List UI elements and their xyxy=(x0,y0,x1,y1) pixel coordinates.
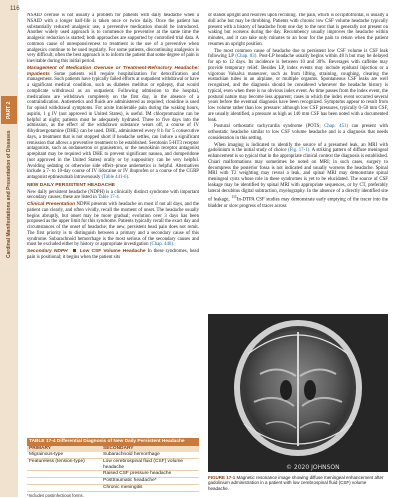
figure-caption-label: FIGURE 17-1 xyxy=(208,475,236,480)
table-row xyxy=(27,459,199,472)
section-title: Cardinal Manifestations and Presentation of Diseases xyxy=(6,130,12,258)
table-cell xyxy=(29,471,103,477)
paragraph xyxy=(27,249,199,261)
chapter-reference-link[interactable]: (Chap. 440). xyxy=(149,242,175,248)
section-heading: Clinical Presentation xyxy=(27,202,76,207)
right-column xyxy=(208,13,388,311)
table-reference-link[interactable]: (Table 441-6) xyxy=(101,175,129,180)
paragraph-text: NDPH presents with headache on most if not all days, and the patient can clearly, and often vividly, recall the moment of onset. The headache usually begins abruptly, but onset may be more gradual; evolution over 3 days has been proposed as the upper limit for this syndrome. Patients typically recall the exact day and circumstances of the onset of headache; the new, persistent head pain does not remit. The first priority is to distinguish between a primary and a secondary cause of this syndrome. Subarachnoid hemorrhage is the most serious of the secondary causes and must be excluded either by history or appropriate investigation xyxy=(27,202,199,248)
left-column xyxy=(27,13,199,435)
table-cell: Featureless (tension-type) xyxy=(29,458,85,464)
paragraph-text: New daily persistent headache (NDPH) is a clinically distinct syndrome with important secondary causes; these are listed in xyxy=(27,189,199,201)
paragraph xyxy=(208,124,388,141)
table-cell: Low cerebrospinal fluid (CSF) volume headache xyxy=(103,458,183,470)
table-cell: Chronic meningitis xyxy=(103,484,143,490)
paragraph-text: Post-LP headache usually begins within 48 h but may be delayed for up to 12 days. Its incidence is between 10 and 30%. Beverages with caffeine may provide temporary relief. Besides LP, index events may include epidural injection or a vigorous Valsalva maneuver, such as from lifting, straining, coughing, clearing the eustachian tubes in an airplane, or multiple orgasms. Spontaneous CSF leaks are well recognized, and the diagnosis should be considered whenever the headache history is typical, even when there is no obvious index event. As time passes from the index event, the postural nature may become less apparent; cases in which the index event occurred several years before the eventual diagnosis have been recognized. Symptoms appear to result from low volume rather than low pressure: although low CSF pressures, typically 0–50 mm CSF, are usually identified, a pressure as high as 140 mm CSF has been noted with a documented leak. xyxy=(208,54,388,123)
column-header-secondary: SECONDARY xyxy=(103,446,134,451)
table-cell xyxy=(29,485,103,491)
chapter-reference-link[interactable]: Chap. 451) xyxy=(324,124,349,130)
figure-reference-link[interactable]: (Fig. 17-1). xyxy=(287,148,311,154)
paragraph-text: A striking pattern of diffuse meningeal enhancement is so typical that in the appropriate clinical context the diagnosis is established. Chiari malformations may sometimes be noted on MRI; in such cases, surgery to decompress the posterior fossa is not indicated and usually worsens the headache. Spinal MRI with T2 weighting may reveal a leak, and spinal MRI may demonstrate spinal meningeal cysts whose role in these syndromes is yet to be elucidated. The source of CSF leakage may be identified by spinal MRI with appropriate sequences, or by CT, preferably lateral decubitus digital subtraction, myelography. In the absence of a directly identified site of leakage, xyxy=(208,148,388,203)
mri-brain-image xyxy=(208,314,388,472)
paragraph xyxy=(27,190,199,202)
page-number: 116 xyxy=(10,6,20,12)
section-heading: Secondary NDPH xyxy=(27,249,68,254)
column-header-primary: PRIMARY xyxy=(29,446,51,451)
paragraph-text: Some patients will require hospitalization for detoxification and management. Such patients have typically failed efforts at outpatient withdrawal or have a significant medical condition, such as diabetes mellitus or epilepsy, that would complicate withdrawal as an outpatient. Following admission to the hospital, medications are withdrawn completely on the first day, in the absence of a contraindication. Antiemetics and fluids are administered as required; clonidine is used for opioid withdrawal symptoms. For acute intolerable pain during the waking hours, aspirin, 1 g IV (not approved in United States), is useful. IM chlorpromazine can be helpful at night; patients must be adequately hydrated. Three to five days into the admission, as the effect of the withdrawn substance wears off, a course of IV dihydroergotamine (DHE) can be used. DHE, administered every 8 h for 5 consecutive days, a treatment that is not stopped short if headache settles, can induce a significant remission that allows a preventive treatment to be established. Serotonin 5-HT3 receptor antagonists, such as ondansetron or granisetron, or the neurokinin receptor antagonist aprepitant may be required with DHE to prevent significant nausea, and domperidone (not approved in the United States) orally or by suppository can be very helpful. Avoiding sedating or otherwise side effect–prone antiemetics is helpful. Alternatives include a 7- to 10-day course of IV lidocaine or IV ibuprofen or a course of the CGRP antagonist eptinezumab intravenously xyxy=(27,71,199,180)
paragraph-text: In these syndromes, head pain is positional; it begins when the patient sits xyxy=(27,249,199,260)
paragraph: When imaging is indicated to identify the source of a presumed leak, an MRI with gadolinium is the initial study of choice (Fig. 17-1). A striking pattern of diffuse meningeal enhancement is so typical that in the appropriate clinical context the diagnosis is established. Chiari malformations may sometimes be noted on MRI; in such cases, surgery to decompress the posterior fossa is not indicated and usually worsens the headache. Spinal MRI with T2 weighting may reveal a leak, and spinal MRI may demonstrate spinal meningeal cysts whose role in these syndromes is yet to be elucidated. The source of CSF leakage may be identified by spinal MRI with appropriate sequences, or by CT, preferably lateral decubitus digital subtraction, myelography. In the absence of a directly identified site of leakage, $^{111}$In-DTPA CSF studies may demonstrate early emptying of the tracer into the bladder or slow progress of tracer across xyxy=(208,142,388,209)
table-row xyxy=(27,485,199,492)
table-row xyxy=(27,452,199,459)
table-footnote: *Includes postinfectious forms. xyxy=(27,492,84,498)
table-cell: Raised CSF pressure headache xyxy=(103,471,172,477)
table-cell xyxy=(29,478,103,484)
table-row xyxy=(27,478,199,485)
section-heading: Management of Medication Overuse or Treatment-Refractory Headache: Inpatients xyxy=(27,65,199,77)
paragraph-text: The most common cause of headache due to persistent low CSF volume is CSF leak following LP xyxy=(208,48,388,60)
paragraph-text: Postural orthostatic tachycardia syndrome (POTS; xyxy=(214,124,321,130)
paragraph: NSAID overuse is not usually a problem for patients with daily headache when a NSAID with a longer half-life is taken once or twice daily. Once the patient has substantially reduced analgesic use, a preventive medication should be introduced. Another widely used approach is to commence the preventive at the same time the analgesic reduction is started; both approaches are supported by controlled trial data. A common cause of unresponsiveness to treatment is the use of a preventive when analgesics continue to be used regularly. For some patients, discontinuing analgesics is very difficult; often the best approach is to inform the patient that some degree of pain is inevitable during this initial period. xyxy=(27,13,199,64)
bullet-square-icon xyxy=(73,249,76,252)
figure-caption xyxy=(208,475,388,491)
figure-caption-text: Magnetic resonance image showing diffuse meningeal enhancement after gadolinium administration in a patient with low cerebrospinal fluid (CSF) volume headache. xyxy=(208,475,384,491)
paragraph-text: When imaging is indicated to identify the source of a presumed leak, an MRI with gadolinium is the initial study of choice xyxy=(208,142,388,154)
chapter-reference-link[interactable]: (Chap. 83). xyxy=(235,54,258,60)
paragraph-text: In-DTPA CSF studies may demonstrate early emptying of the tracer into the bladder or slow progress of tracer across xyxy=(208,197,388,209)
table-reference-link[interactable]: Table 17-4. xyxy=(97,195,120,201)
bullet-heading: Low CSF Volume Headache xyxy=(79,249,146,254)
table-cell: Subarachnoid hemorrhage xyxy=(103,452,160,457)
paragraph: Management of Medication Overuse or Treatment-Refractory Headache: Inpatients Some patients will require hospitalization for detoxification and management. Such patients have typically failed efforts at outpatient withdrawal or have a significant medical condition, such as diabetes mellitus or epilepsy, that would complicate withdrawal as an outpatient. Following admission to the hospital, medications are withdrawn completely on the first day, in the absence of a contraindication. Antiemetics and fluids are administered as required; clonidine is used for opioid withdrawal symptoms. For acute intolerable pain during the waking hours, aspirin, 1 g IV (not approved in United States), is useful. IM chlorpromazine can be helpful at night; patients must be adequately hydrated. Three to five days into the admission, as the effect of the withdrawn substance wears off, a course of IV dihydroergotamine (DHE) can be used. DHE, administered every 8 h for 5 consecutive days, a treatment that is not stopped short if headache settles, can induce a significant remission that allows a preventive treatment to be established. Serotonin 5-HT3 receptor antagonists, such as ondansetron or granisetron, or the neurokinin receptor antagonist aprepitant may be required with DHE to prevent significant nausea, and domperidone (not approved in the United States) orally or by suppository can be very helpful. Avoiding sedating or otherwise side effect–prone antiemetics is helpful. Alternatives include a 7- to 10-day course of IV lidocaine or IV ibuprofen or a course of the CGRP antagonist eptinezumab intravenously (Table 441-6). xyxy=(27,65,199,180)
paragraph: or stands upright and resolves upon reclining. The pain, which is occipitofrontal, is usually a dull ache but may be throbbing. Patients with chronic low CSF volume headache typically present with a history of headache from one day to the next that is generally not present on waking but worsens during the day. Recumbency usually improves the headache within minutes, and it can take only minutes to an hour for the pain to return when the patient resumes an upright position. xyxy=(208,13,388,47)
table-title: TABLE 17-4 Differential Diagnosis of New Daily Persistent Headache xyxy=(27,438,199,446)
paragraph-text: can present with orthostatic headache similar to low CSF volume headache and is a diagnosis that needs consideration in this setting. xyxy=(208,124,388,141)
differential-diagnosis-table xyxy=(27,438,199,498)
part-label: PART 2 xyxy=(1,96,17,124)
section-subheading: NEW DAILY PERSISTENT HEADACHE xyxy=(27,182,116,188)
table-cell: Migrainous-type xyxy=(29,452,64,457)
paragraph xyxy=(27,202,199,248)
paragraph xyxy=(208,49,388,124)
table-cell: Posttraumatic headache* xyxy=(103,478,157,484)
mri-figure xyxy=(208,314,388,472)
figure-watermark: © 2020 JOHNSON xyxy=(286,464,340,471)
